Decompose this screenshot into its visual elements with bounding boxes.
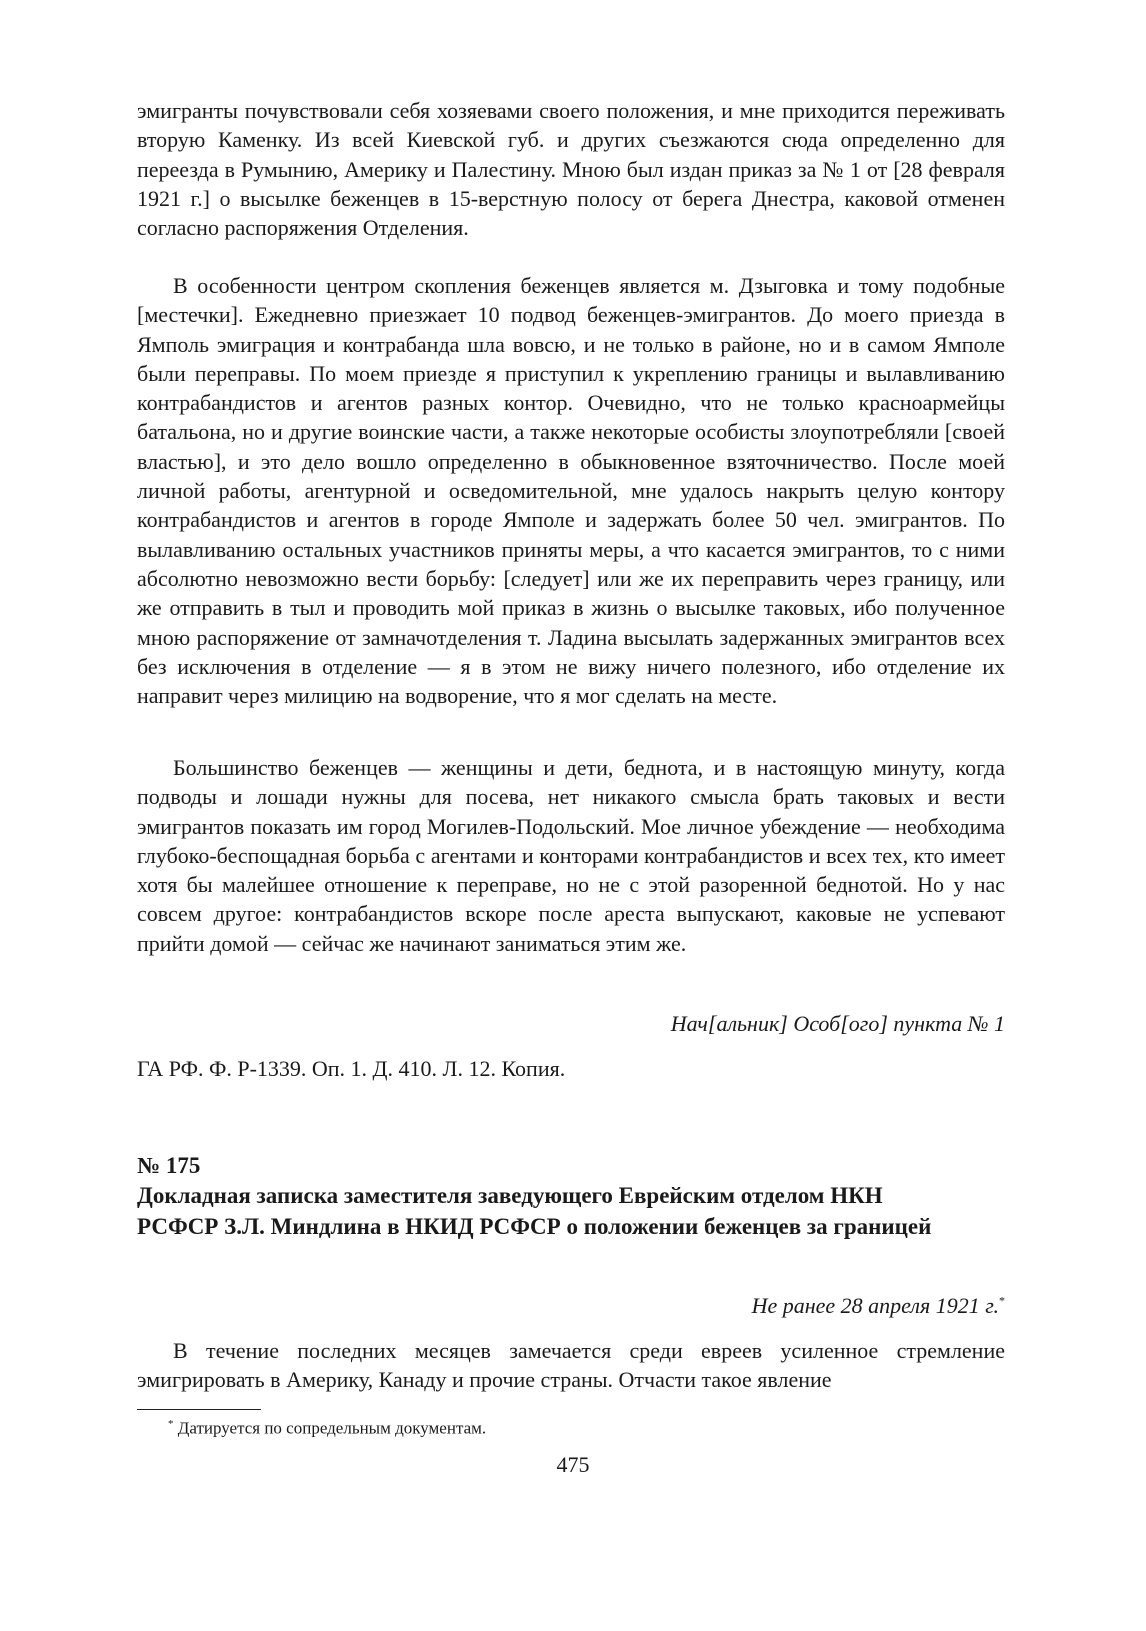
- document-title: Докладная записка заместителя заведующего Еврейским отделом НКН РСФСР З.Л. Миндлина в НКИД РСФСР о положении беженцев за границей: [137, 1183, 932, 1239]
- body-paragraph-2: В особенности центром скопления беженцев является м. Дзыговка и тому подобные [местечки]. Ежедневно приезжает 10 подвод беженцев-эмигрантов. До моего приезда в Ямполь эмиграция и контрабанда шла вовсю, и не только в районе, но и в самом Ямполе были переправы. По моем приезде я приступил к укреплению границы и вылавливанию контрабандистов и агентов разных контор. Очевидно, что не только красноармейцы батальона, но и другие воинские части, а также некоторые особисты злоупотребляли [своей властью], и это дело вошло определенно в обыкновенное взяточничество. После моей личной работы, агентурной и осведомительной, мне удалось накрыть целую контору контрабандистов и агентов в городе Ямполе и задержать более 50 чел. эмигрантов. По вылавливанию остальных участников приняты меры, а что касается эмигрантов, то с ними абсолютно невозможно вести борьбу: [следует] или же их переправить через границу, или же отправить в тыл и проводить мой приказ в жизнь о высылке таковых, ибо полученное мною распоряжение от замначотделения т. Ладина высылать задержанных эмигрантов всех без исключения в отделение — я в этом не вижу ничего полезного, ибо отделение их направит через милицию на водворение, что я мог сделать на месте.: [137, 273, 1005, 709]
- archive-reference: ГА РФ. Ф. Р-1339. Оп. 1. Д. 410. Л. 12. Копия.: [137, 1056, 566, 1081]
- body-paragraph-1: эмигранты почувствовали себя хозяевами своего положения, и мне приходится переживать вторую Каменку. Из всей Киевской губ. и других съезжаются сюда определенно для переезда в Румынию, Америку и Палестину. Мною был издан приказ за № 1 от [28 февраля 1921 г.] о высылке беженцев в 15-верстную полосу от берега Днестра, каковой отменен согласно распоряжения Отделения.: [137, 98, 1005, 241]
- footnote-text: Датируется по сопредельным документам.: [177, 1418, 487, 1438]
- signature: Нач[альник] Особ[ого] пункта № 1: [670, 1011, 1005, 1036]
- date-footnote-marker: *: [999, 1293, 1005, 1308]
- footnote: [168, 1418, 1005, 1439]
- body-paragraph-3: Большинство беженцев — женщины и дети, беднота, и в настоящую минуту, когда подводы и лошади нужны для посева, нет никакого смысла брать таковых и вести эмигрантов показать им город Могилев-Подольский. Мое личное убеждение — необходима глубоко-беспощадная борьба с агентами и конторами контрабандистов и всех тех, кто имеет хотя бы малейшее отношение к переправе, но не с этой разоренной беднотой. Но у нас совсем другое: контрабандистов вскоре после ареста выпускают, каковые не успевают прийти домой — сейчас же начинают заниматься этим же.: [137, 755, 1005, 956]
- page-number: 475: [556, 1452, 590, 1477]
- document-number: № 175: [137, 1153, 201, 1178]
- document-date-text: Не ранее 28 апреля 1921 г.: [751, 1293, 999, 1318]
- footnote-divider: [137, 1409, 261, 1410]
- document-date: [137, 1293, 1005, 1319]
- document-paragraph-1: В течение последних месяцев замечается среди евреев усиленное стремление эмигрировать в Америку, Канаду и прочие страны. Отчасти такое явление: [137, 1338, 1005, 1393]
- footnote-marker: *: [168, 1418, 174, 1430]
